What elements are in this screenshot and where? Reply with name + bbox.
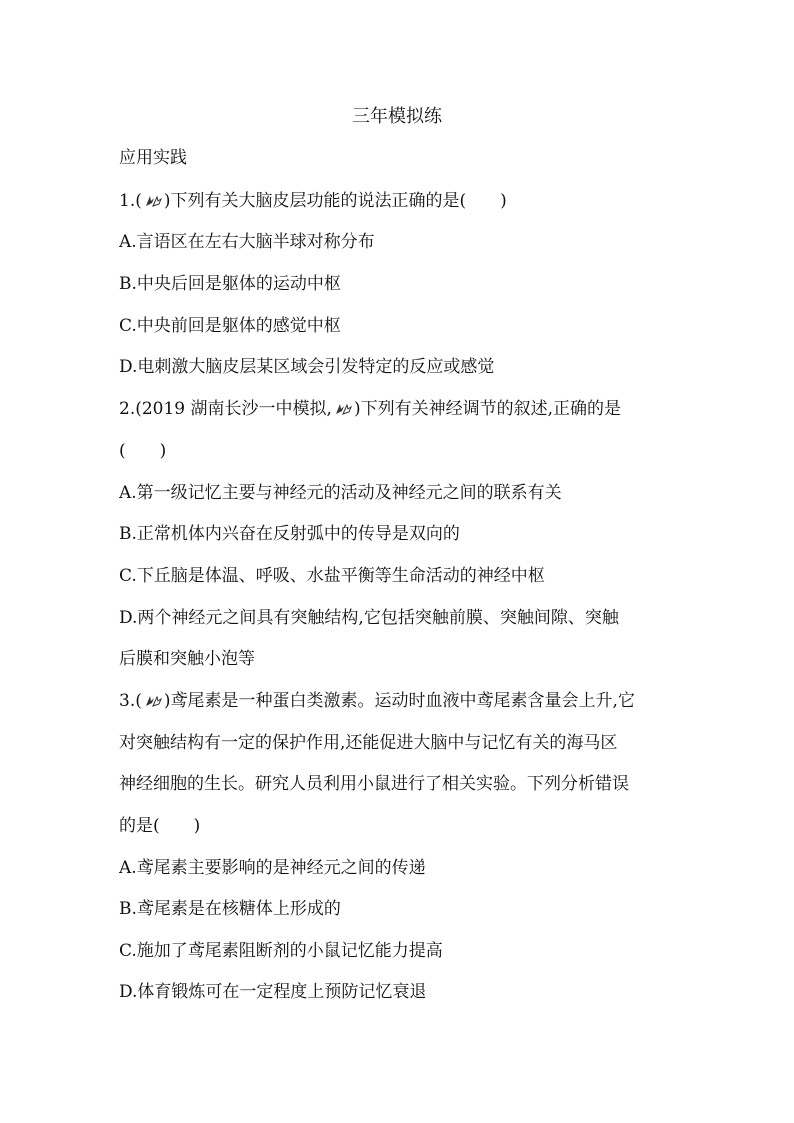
question-1-stem: [119, 189, 689, 215]
page-title: 三年模拟练: [352, 106, 442, 127]
question-3-stem-line-4: 的是( ): [119, 816, 201, 836]
question-2-stem: [119, 397, 689, 423]
q2-option-d: D.两个神经元之间具有突触结构,它包括突触前膜、突触间隙、突触: [119, 608, 619, 628]
q2-option-d-cont: 后膜和突触小泡等: [119, 649, 255, 669]
question-3-number: 3.(: [119, 691, 142, 711]
q3-option-d: D.体育锻炼可在一定程度上预防记忆衰退: [119, 982, 427, 1002]
question-1-text: )下列有关大脑皮层功能的说法正确的是( ): [163, 191, 507, 211]
question-3-stem-line-2: 对突触结构有一定的保护作用,还能促进大脑中与记忆有关的海马区: [119, 733, 618, 753]
q1-option-c: C.中央前回是躯体的感觉中枢: [119, 316, 341, 336]
two-star-icon: [143, 691, 163, 715]
section-heading: 应用实践: [119, 148, 187, 168]
question-1-number: 1.(: [119, 191, 142, 211]
question-3-text: )鸢尾素是一种蛋白类激素。运动时血液中鸢尾素含量会上升,它: [163, 691, 635, 711]
q1-option-b: B.中央后回是躯体的运动中枢: [119, 274, 341, 294]
q2-option-b: B.正常机体内兴奋在反射弧中的传导是双向的: [119, 524, 460, 544]
q3-option-b: B.鸢尾素是在核糖体上形成的: [119, 899, 341, 919]
question-3-stem: [119, 689, 689, 715]
q3-option-c: C.施加了鸢尾素阻断剂的小鼠记忆能力提高: [119, 941, 443, 961]
q2-option-a: A.第一级记忆主要与神经元的活动及神经元之间的联系有关: [119, 483, 562, 503]
q1-option-a: A.言语区在左右大脑半球对称分布: [119, 232, 375, 252]
question-3-stem-line-3: 神经细胞的生长。研究人员利用小鼠进行了相关实验。下列分析错误: [119, 774, 629, 794]
q2-option-c: C.下丘脑是体温、呼吸、水盐平衡等生命活动的神经中枢: [119, 566, 545, 586]
two-star-icon: [333, 399, 353, 423]
question-2-number: 2.(2019 湖南长沙一中模拟,: [119, 399, 332, 419]
q3-option-a: A.鸢尾素主要影响的是神经元之间的传递: [119, 858, 426, 878]
two-star-icon: [143, 191, 163, 215]
q1-option-d: D.电刺激大脑皮层某区域会引发特定的反应或感觉: [119, 357, 495, 377]
question-2-text: )下列有关神经调节的叙述,正确的是: [353, 399, 621, 419]
question-2-stem-cont: ( ): [119, 441, 167, 461]
